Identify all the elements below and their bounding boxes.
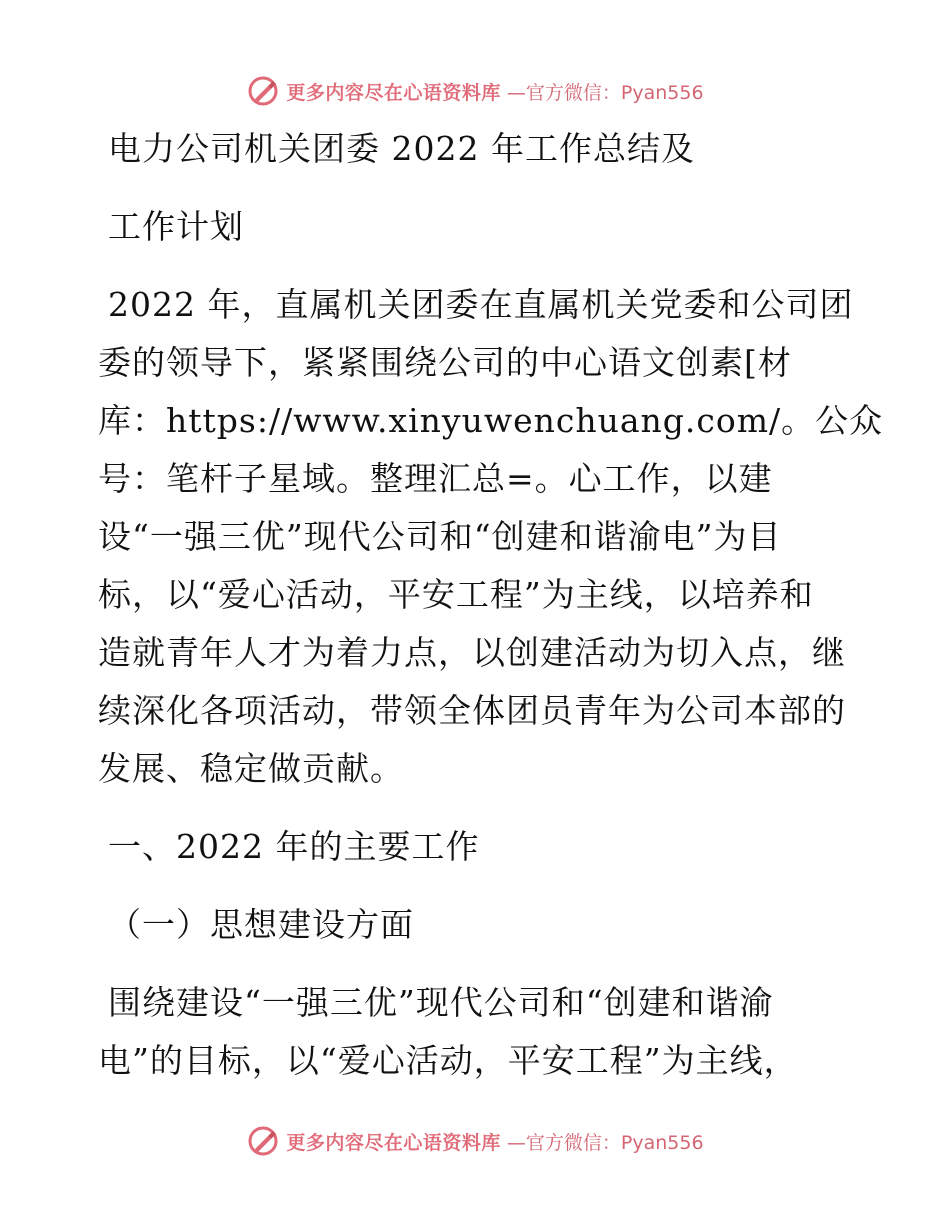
paragraph-line: 库：https://www.xinyuwenchuang.com/。公众	[98, 401, 884, 440]
document-title-line-1: 电力公司机关团委 2022 年工作总结及	[108, 129, 695, 168]
document-body	[98, 120, 884, 1090]
pen-nib-icon	[246, 74, 280, 108]
paragraph-line: 委的领导下，紧紧围绕公司的中心语文创素[材	[98, 343, 792, 382]
paragraph-line: 设“一强三优”现代公司和“创建和谐渝电”为目	[98, 517, 782, 556]
paragraph-line: 2022 年，直属机关团委在直属机关党委和公司团	[108, 285, 854, 324]
watermark-footer	[0, 1124, 950, 1158]
watermark-site-text: 更多内容尽在心语资料库	[286, 81, 501, 104]
paragraph-line: 续深化各项活动，带领全体团员青年为公司本部的	[98, 691, 846, 730]
section-heading: 一、2022 年的主要工作	[108, 827, 480, 866]
paragraph-line: 号：笔杆子星域。整理汇总=。心工作，以建	[98, 459, 773, 498]
watermark-contact-text: —官方微信：Pyan556	[506, 81, 704, 104]
subsection-heading: （一）思想建设方面	[108, 905, 414, 944]
paragraph-line: 造就青年人才为着力点，以创建活动为切入点，继	[98, 633, 846, 672]
paragraph-2	[98, 974, 858, 1090]
paragraph-1	[98, 276, 884, 798]
pen-nib-icon	[246, 1124, 280, 1158]
document-title-line-2: 工作计划	[108, 207, 244, 246]
paragraph-line: 标，以“爱心活动，平安工程”为主线，以培养和	[98, 575, 814, 614]
watermark-header	[0, 74, 950, 108]
paragraph-line: 发展、稳定做贡献。	[98, 749, 404, 788]
watermark-contact-text: —官方微信：Pyan556	[506, 1131, 704, 1154]
paragraph-line: 电”的目标，以“爱心活动，平安工程”为主线，	[98, 1041, 798, 1080]
watermark-site-text: 更多内容尽在心语资料库	[286, 1131, 501, 1154]
paragraph-line: 围绕建设“一强三优”现代公司和“创建和谐渝	[108, 983, 774, 1022]
